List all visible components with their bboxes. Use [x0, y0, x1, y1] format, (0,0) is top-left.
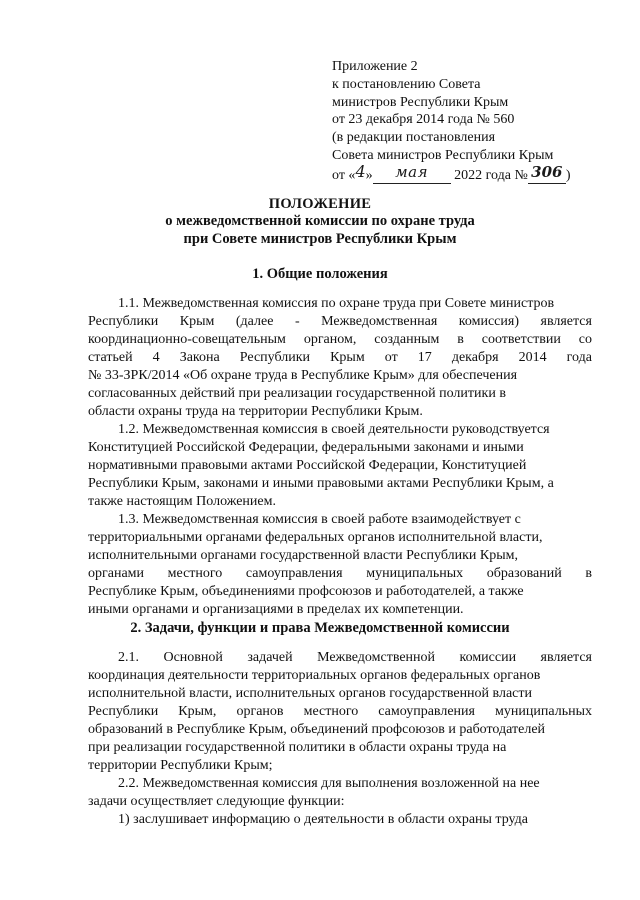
text-line: области охраны труда на территории Республики Крым. — [88, 404, 423, 419]
text-line: территориальными органами федеральных органов исполнительной власти, — [88, 530, 543, 545]
text-line — [88, 565, 592, 583]
word: 17 — [417, 350, 432, 365]
appendix-line: к постановлению Совета — [332, 76, 481, 92]
word: задачей — [247, 650, 293, 665]
text-line: № 33-ЗРК/2014 «Об охране труда в Республике Крым» для обеспечения — [88, 368, 518, 383]
text-line: иными органами и организациями в пределах их компетенции. — [88, 602, 464, 617]
appendix-line: (в редакции постановления — [332, 130, 496, 146]
appendix-line: Совета министров Республики Крым — [332, 147, 554, 163]
text-line: образований в Республике Крым, объединений профсоюзов и работодателей — [88, 722, 546, 737]
word: органов — [236, 704, 284, 719]
word: образований — [486, 566, 562, 581]
number-blank — [528, 162, 566, 184]
appendix-line: министров Республики Крым — [332, 94, 509, 110]
word: Закона — [179, 350, 220, 365]
word: координационно-совещательным — [88, 332, 286, 347]
text-line: 1.2. Межведомственная комиссия в своей деятельности руководствуется — [118, 422, 550, 437]
word: муниципальных — [495, 704, 592, 719]
word: Межведомственная — [321, 314, 438, 329]
word: статьей — [88, 350, 133, 365]
handwritten-month: мая — [395, 162, 429, 181]
handwritten-number: 306 — [531, 162, 563, 181]
section-body — [88, 295, 592, 619]
text-line — [88, 349, 592, 367]
word: 2014 — [518, 350, 547, 365]
text-line: исполнительными органами государственной власти Республики Крым, — [88, 548, 519, 563]
word: местного — [167, 566, 223, 581]
text-line — [88, 649, 592, 667]
word: Республики — [239, 350, 311, 365]
text-line: координация деятельности территориальных органов федеральных органов — [88, 668, 541, 683]
section-body — [88, 649, 592, 829]
word: местного — [303, 704, 359, 719]
word: Межведомственной — [317, 650, 436, 665]
date-suffix: ) — [565, 167, 571, 183]
text-line: 1.3. Межведомственная комиссия в своей работе взаимодействует с — [118, 512, 521, 527]
word: органами — [88, 566, 145, 581]
text-line: также настоящим Положением. — [88, 494, 276, 509]
document-subtitle: о межведомственной комиссии по охране труда — [165, 213, 475, 229]
handwritten-day: 4 — [355, 161, 366, 181]
word: Республики — [88, 314, 159, 329]
word: соответствии — [481, 332, 561, 347]
text-line: при реализации государственной политики в области охраны труда на — [88, 740, 507, 755]
section-heading: 1. Общие положения — [252, 266, 388, 282]
text-line — [88, 331, 592, 349]
word: со — [578, 332, 592, 347]
word: самоуправления — [245, 566, 343, 581]
word: Основной — [163, 650, 223, 665]
text-line: задачи осуществляет следующие функции: — [88, 794, 345, 809]
word: 4 — [152, 350, 160, 365]
text-line: исполнительной власти, исполнительных органов государственной власти — [88, 686, 532, 701]
text-line — [88, 703, 592, 721]
text-line: 2.2. Межведомственная комиссия для выполнения возложенной на нее — [118, 776, 540, 791]
text-line: Республики Крым, законами и иными правовыми актами Республики Крым, а — [88, 476, 554, 491]
text-line: территории Республики Крым; — [88, 758, 273, 773]
appendix-line: от 23 декабря 2014 года № 560 — [332, 112, 515, 128]
word: - — [294, 314, 300, 329]
section-heading: 2. Задачи, функции и права Межведомственной комиссии — [130, 620, 510, 636]
word: муниципальных — [366, 566, 464, 581]
text-line: 1) заслушивает информацию о деятельности в области охраны труда — [118, 812, 528, 827]
text-line: нормативными правовыми актами Российской Федерации, Конституцией — [88, 458, 527, 473]
word: Крым — [330, 350, 365, 365]
appendix-block — [332, 58, 570, 185]
word: (далее — [235, 314, 274, 329]
text-line: Республике Крым, объединениями профсоюзов и работодателей, а также — [88, 584, 524, 599]
word: комиссия) — [458, 314, 519, 329]
word: года — [566, 350, 592, 365]
word: комиссии — [459, 650, 517, 665]
date-prefix: от « — [332, 167, 356, 183]
document-title: ПОЛОЖЕНИЕ — [268, 196, 372, 212]
text-line — [88, 313, 592, 331]
text-line: Конституцией Российской Федерации, федеральными законами и иными — [88, 440, 524, 455]
date-year: 2022 года № — [454, 167, 528, 183]
text-line: согласованных действий при реализации государственной политики в — [88, 386, 506, 401]
document-subtitle: при Совете министров Республики Крым — [183, 231, 457, 247]
word: от — [384, 350, 398, 365]
word: органом, — [303, 332, 357, 347]
date-mid: » — [365, 167, 373, 183]
word: в — [457, 332, 464, 347]
word: Республики — [88, 704, 159, 719]
word: созданным — [374, 332, 440, 347]
month-blank — [373, 162, 451, 184]
amendment-date-line — [332, 161, 571, 185]
word: самоуправления — [378, 704, 475, 719]
appendix-line: Приложение 2 — [332, 59, 418, 74]
text-line: 1.1. Межведомственная комиссия по охране труда при Совете министров — [118, 296, 555, 311]
word: Крым, — [178, 704, 217, 719]
word: Крым — [179, 314, 215, 329]
word: 2.1. — [118, 650, 139, 665]
word: является — [540, 314, 592, 329]
word: является — [540, 650, 592, 665]
word: в — [585, 566, 592, 581]
word: декабря — [451, 350, 499, 365]
